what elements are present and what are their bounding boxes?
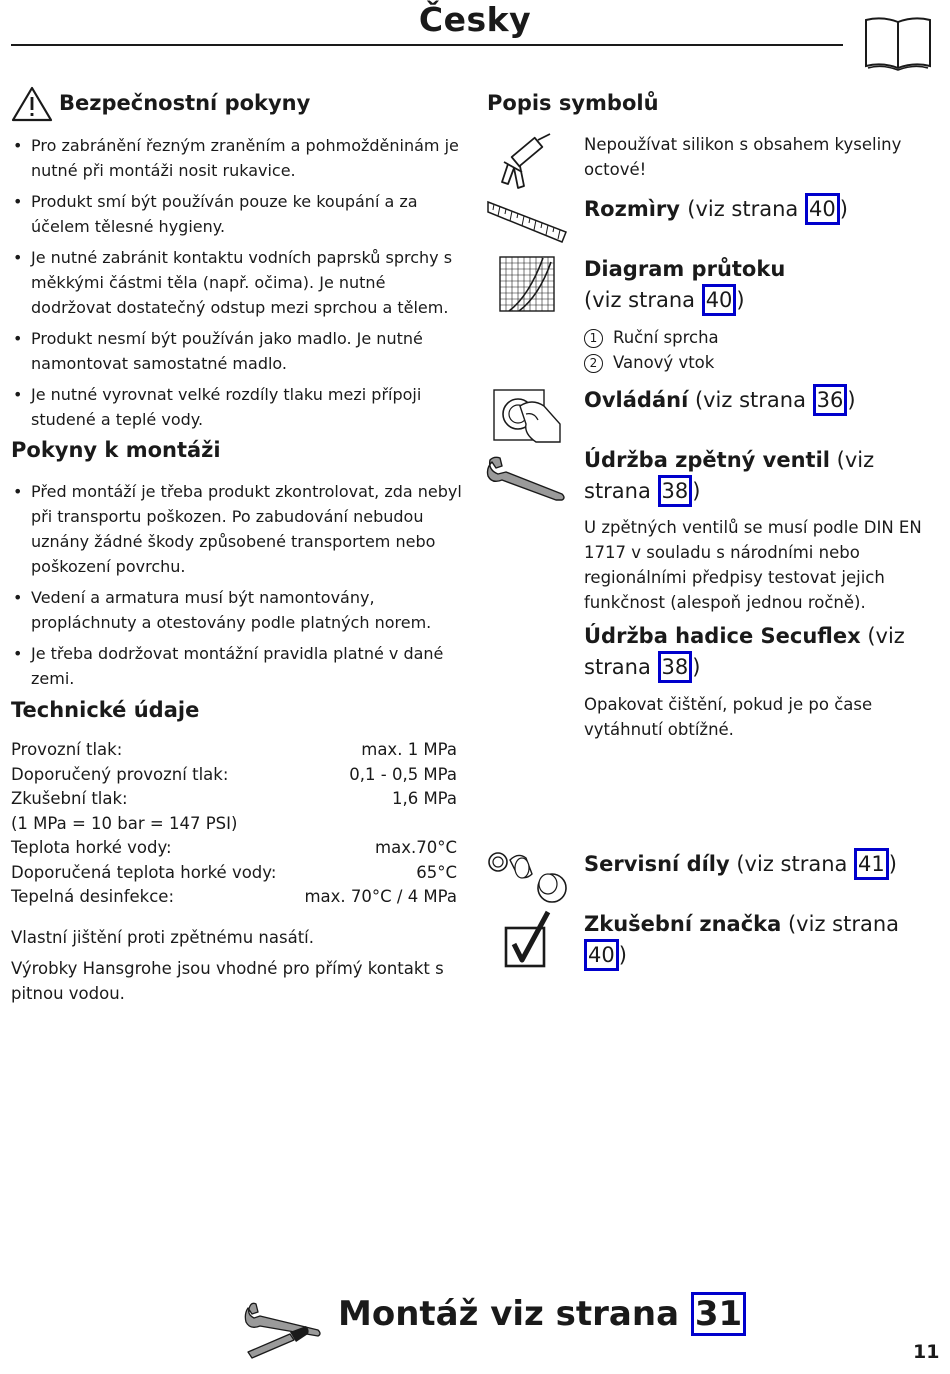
hose-page-link[interactable]: 38 — [658, 651, 693, 683]
list-item: • Produkt smí být používán pouze ke koupání a za účelem tělesné hygieny. — [11, 189, 466, 239]
test-mark-check-icon — [504, 910, 552, 968]
technical-table — [11, 738, 457, 910]
wrench-icon — [486, 450, 568, 502]
page-title: Česky — [418, 0, 532, 39]
table-row — [11, 787, 457, 812]
manual-book-icon — [864, 16, 932, 72]
row-value: 65°C — [416, 862, 457, 882]
list-item: • Je nutné zabránit kontaktu vodních paprsků sprchy s měkkými částmi těla (např. očima). Je nutné dodržovat dostatečný odstup mezi sprchou a tělem. — [11, 245, 466, 320]
row-label: Teplota horké vody: — [11, 838, 172, 857]
dimensions-ref: (viz strana — [687, 197, 805, 221]
hose-text: Opakovat čištění, pokud je po čase vytáhnutí obtížné. — [584, 695, 873, 739]
header-rule — [11, 44, 843, 46]
list-item: • Je třeba dodržovat montážní pravidla platné v dané zemi. — [11, 641, 466, 691]
row-label: Zkušební tlak: — [11, 789, 128, 808]
drinking-water-note: Výrobky Hansgrohe jsou vhodné pro přímý kontakt s pitnou vodou. — [11, 959, 444, 1003]
legend-number: 2 — [584, 354, 603, 373]
check-valve-text: U zpětných ventilů se musí podle DIN EN 1717 v souladu s národními nebo regionálními předpisy testovat jejich funkčnost (alespoň jednou ročně). — [584, 518, 922, 612]
legend-item — [584, 351, 719, 376]
row-value: max. 1 MPa — [361, 740, 457, 759]
operation-label: Ovládání — [584, 388, 689, 412]
table-row — [11, 885, 457, 910]
row-value: 1,6 MPa — [391, 789, 457, 808]
page-number: 11 — [913, 1341, 940, 1363]
row-label: Doporučený provozní tlak: — [11, 764, 229, 784]
dimensions-label: Rozmìry — [584, 197, 680, 221]
row-label: Tepelná desinfekce: — [11, 887, 175, 906]
footer-title-text: Montáž viz strana — [338, 1294, 691, 1334]
test-mark-label: Zkušební značka — [584, 912, 782, 936]
service-parts-label: Servisní díly — [584, 852, 730, 876]
legend-text: Vanový vtok — [613, 352, 715, 372]
check-valve-heading — [584, 445, 936, 507]
row-label: Doporučená teplota horké vody: — [11, 862, 277, 882]
assembly-list — [11, 479, 466, 697]
flow-label: Diagram průtoku — [584, 257, 786, 281]
technical-heading: Technické údaje — [11, 698, 200, 722]
service-parts-ref-end: ) — [888, 852, 897, 876]
test-mark-ref: (viz strana — [781, 912, 899, 936]
service-parts-heading — [584, 848, 936, 880]
hose-ref: (viz strana — [584, 624, 905, 679]
service-parts-page-link[interactable]: 41 — [854, 848, 889, 880]
row-value: max.70°C — [375, 838, 457, 857]
assembly-heading: Pokyny k montáži — [11, 438, 221, 462]
row-label: (1 MPa = 10 bar = 147 PSI) — [11, 813, 238, 833]
hose-label: Údržba hadice Secuflex — [584, 624, 861, 648]
footer-assembly-reference — [338, 1292, 746, 1336]
list-item: • Před montáží je třeba produkt zkontrolovat, zda nebyl při transportu poškozen. Po zabudování nebudou uznány žádné škody způsobené transportem nebo poškození povrchu. — [11, 479, 466, 579]
hose-ref-end: ) — [692, 655, 701, 679]
operation-hand-icon — [492, 384, 562, 444]
dimensions-page-link[interactable]: 40 — [805, 193, 840, 225]
flow-ref: (viz strana — [584, 288, 702, 312]
legend-item — [584, 326, 719, 351]
table-row — [11, 836, 457, 861]
list-item: • Pro zabránění řezným zraněním a pohmožděninám je nutné při montáži nosit rukavice. — [11, 133, 466, 183]
symbols-heading: Popis symbolů — [487, 91, 659, 115]
check-valve-page-link[interactable]: 38 — [658, 475, 693, 507]
flow-legend — [584, 326, 719, 375]
ruler-icon — [486, 196, 568, 246]
operation-heading — [584, 384, 936, 416]
row-label: Provozní tlak: — [11, 740, 123, 759]
list-item: • Vedení a armatura musí být namontovány, propláchnuty a otestovány podle platných norem. — [11, 585, 466, 635]
table-row — [11, 861, 457, 886]
flow-page-link[interactable]: 40 — [702, 284, 737, 316]
dimensions-ref-end: ) — [839, 197, 848, 221]
test-mark-page-link[interactable]: 40 — [584, 939, 619, 971]
silicone-text: Nepoužívat silikon s obsahem kyseliny octové! — [584, 135, 902, 179]
table-row — [11, 812, 457, 837]
spare-parts-icon — [486, 846, 570, 904]
flow-heading — [584, 254, 936, 316]
operation-page-link[interactable]: 36 — [813, 384, 848, 416]
row-value: max. 70°C / 4 MPa — [304, 887, 457, 906]
list-item: • Je nutné vyrovnat velké rozdíly tlaku mezi přípoji studené a teplé vody. — [11, 382, 466, 432]
row-value: 0,1 - 0,5 MPa — [349, 764, 457, 784]
legend-text: Ruční sprcha — [613, 328, 719, 347]
check-valve-ref-end: ) — [692, 479, 701, 503]
operation-ref: (viz strana — [688, 388, 813, 412]
flow-diagram-icon — [499, 256, 555, 312]
safety-heading: Bezpečnostní pokyny — [59, 91, 311, 115]
footer-page-link[interactable]: 31 — [691, 1292, 746, 1336]
test-mark-ref-end: ) — [618, 943, 627, 967]
test-mark-heading — [584, 909, 936, 971]
flow-ref-end: ) — [736, 288, 745, 312]
safety-list — [11, 133, 466, 438]
dimensions-heading — [584, 193, 936, 225]
silicone-gun-icon — [494, 132, 558, 194]
check-valve-label: Údržba zpětný ventil — [584, 448, 830, 472]
backflow-note: Vlastní jištění proti zpětnému nasátí. — [11, 928, 315, 947]
check-valve-ref: (viz strana — [584, 448, 875, 503]
operation-ref-end: ) — [847, 388, 856, 412]
table-row — [11, 738, 457, 763]
warning-triangle-icon — [11, 86, 53, 122]
hose-heading — [584, 621, 936, 683]
service-parts-ref: (viz strana — [729, 852, 855, 876]
list-item: • Produkt nesmí být používán jako madlo. Je nutné namontovat samostatné madlo. — [11, 326, 466, 376]
legend-number: 1 — [584, 329, 603, 348]
table-row — [11, 763, 457, 788]
tools-icon — [244, 1300, 324, 1360]
